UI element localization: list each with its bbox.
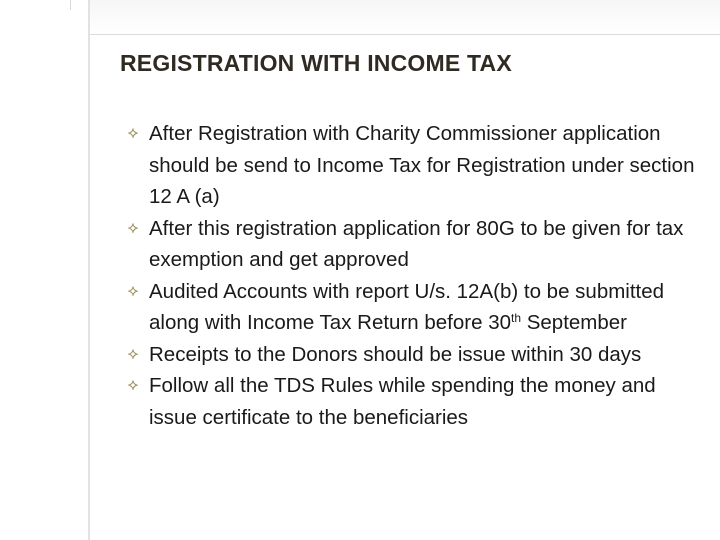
bullet-list xyxy=(128,118,708,433)
list-item xyxy=(128,276,708,339)
slide-title: REGISTRATION WITH INCOME TAX xyxy=(120,50,512,76)
chevron-bullet-icon: ⯎ xyxy=(128,282,139,299)
list-item xyxy=(128,213,708,276)
chevron-bullet-icon: ⯎ xyxy=(128,125,139,141)
bullet-text: Receipts to the Donors should be issue within 30 days xyxy=(149,342,642,366)
chevron-bullet-icon: ⯎ xyxy=(128,219,139,236)
chevron-bullet-icon: ⯎ xyxy=(128,345,139,362)
list-item xyxy=(128,370,708,433)
bullet-text-part: Audited Accounts with report U/s. 12A(b) to be submitted along with Income Tax Return before 30 xyxy=(149,279,665,334)
bullet-text-part: September xyxy=(521,311,628,334)
slide-left-frame xyxy=(88,0,90,540)
bullet-text: Follow all the TDS Rules while spending the money and issue certificate to the beneficiaries xyxy=(149,374,656,429)
bullet-text xyxy=(149,276,708,339)
list-item xyxy=(128,339,708,371)
bullet-text: After this registration application for 80G to be given for tax exemption and get approved xyxy=(149,216,684,271)
slide-top-frame xyxy=(88,0,720,35)
ordinal-superscript: th xyxy=(511,311,522,325)
chevron-bullet-icon: ⯎ xyxy=(128,377,139,393)
list-item xyxy=(128,118,708,213)
slide-frame-accent xyxy=(70,0,71,10)
bullet-text: After Registration with Charity Commissioner application should be send to Income Tax for Registration under section 12 A (a) xyxy=(149,122,695,208)
